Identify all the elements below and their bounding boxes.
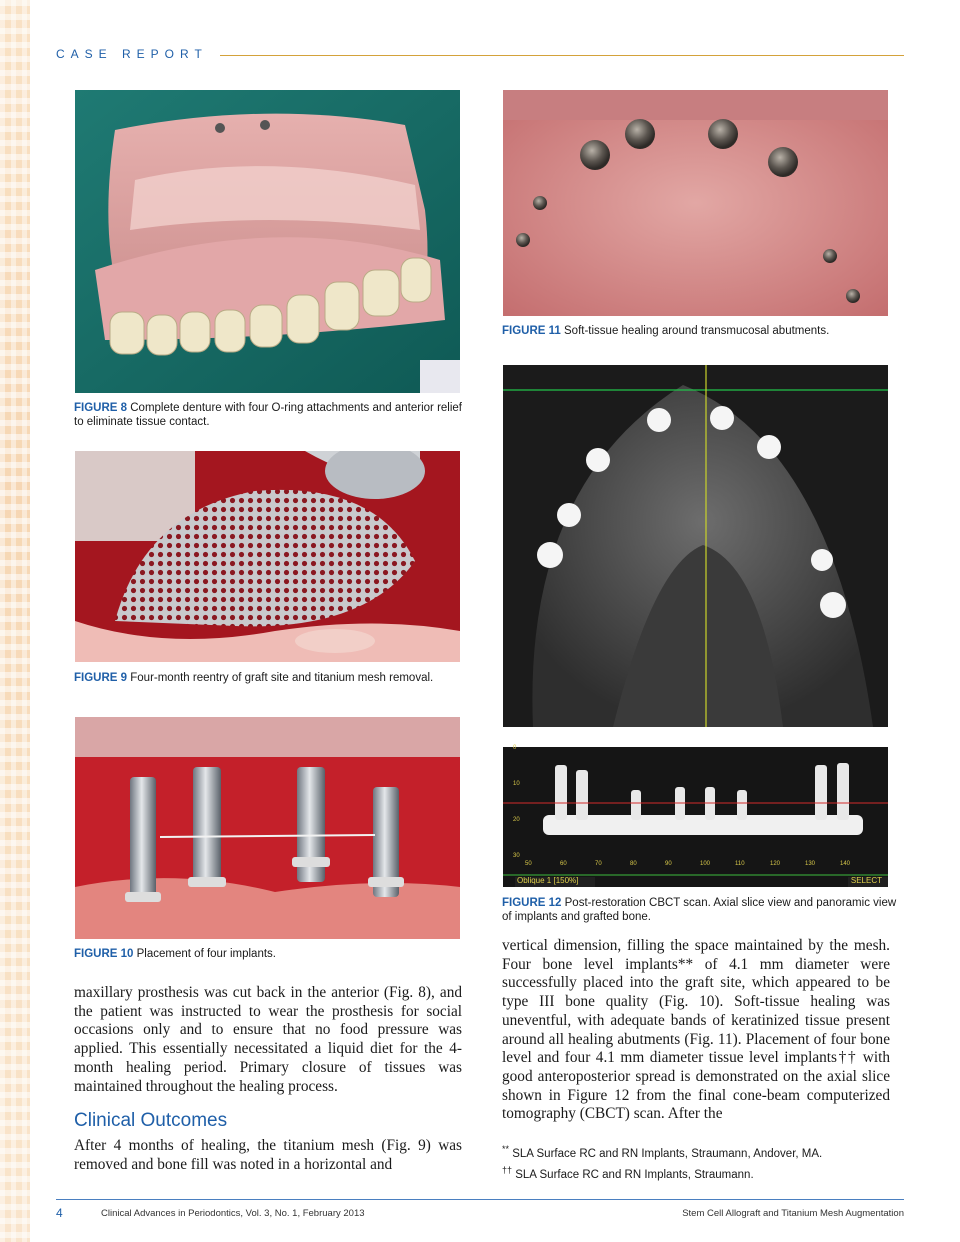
section-label: CASE REPORT	[56, 47, 208, 61]
figure-8-photo	[75, 90, 460, 393]
footnote-1-mark: **	[502, 1144, 510, 1154]
figure-11-caption-text: Soft-tissue healing around transmucosal abutments.	[564, 325, 830, 337]
cbct-y-tick: 20	[513, 817, 520, 823]
cbct-y-tick: 30	[513, 853, 520, 859]
cbct-x-tick: 50	[525, 861, 532, 867]
cbct-select-label: SELECT	[850, 876, 882, 885]
figure-11-photo	[503, 90, 888, 316]
cbct-x-tick: 140	[840, 861, 851, 867]
cbct-x-tick: 120	[770, 861, 781, 867]
running-title: Stem Cell Allograft and Titanium Mesh Augmentation	[682, 1208, 904, 1219]
figure-11-caption	[502, 324, 902, 338]
figure-12-caption	[502, 896, 902, 924]
figure-9-caption-text: Four-month reentry of graft site and titanium mesh removal.	[130, 672, 434, 684]
footnote-1	[502, 1141, 902, 1162]
header-rule	[220, 55, 904, 56]
figure-10-caption-text: Placement of four implants.	[136, 948, 276, 960]
cbct-x-tick: 80	[630, 861, 637, 867]
footnote-1-text: SLA Surface RC and RN Implants, Straumann, Andover, MA.	[512, 1147, 823, 1160]
cbct-y-tick: 0	[513, 745, 517, 751]
figure-12-label: FIGURE 12	[502, 897, 562, 909]
footer-rule	[56, 1199, 904, 1200]
cbct-view-label: Oblique 1 [150%]	[517, 876, 579, 885]
footnotes	[502, 1141, 902, 1183]
section-heading-clinical-outcomes: Clinical Outcomes	[74, 1110, 228, 1131]
cbct-x-tick: 70	[595, 861, 602, 867]
figure-8-caption-text: Complete denture with four O-ring attachments and anterior relief to eliminate tissue contact.	[74, 402, 462, 428]
figure-9-label: FIGURE 9	[74, 672, 128, 684]
figure-10-label: FIGURE 10	[74, 948, 134, 960]
figure-8-caption	[74, 401, 462, 429]
cbct-x-tick: 130	[805, 861, 816, 867]
cbct-x-tick: 90	[665, 861, 672, 867]
body-paragraph-left-2: After 4 months of healing, the titanium mesh (Fig. 9) was removed and bone fill was noted in a horizontal and	[74, 1137, 462, 1173]
figure-10-photo	[75, 717, 460, 939]
cbct-x-tick: 60	[560, 861, 567, 867]
figure-9-photo	[75, 451, 460, 662]
figure-9-caption	[74, 671, 462, 685]
journal-citation: Clinical Advances in Periodontics, Vol. 3, No. 1, February 2013	[101, 1208, 365, 1219]
figure-8-label: FIGURE 8	[74, 402, 128, 414]
figure-12-caption-text: Post-restoration CBCT scan. Axial slice view and panoramic view of implants and grafted bone.	[502, 897, 897, 923]
footnote-2	[502, 1162, 902, 1183]
footnote-2-mark: ††	[502, 1164, 513, 1175]
cbct-y-tick: 10	[513, 781, 520, 787]
page-number: 4	[56, 1206, 63, 1220]
figure-11-label: FIGURE 11	[502, 325, 561, 337]
figure-10-caption	[74, 947, 462, 961]
body-paragraph-right: vertical dimension, filling the space maintained by the mesh. Four bone level implants** of 4.1 mm diameter were successfully placed into the graft site, which appeared to be type III bone quality (Fig. 10). Soft-tissue healing was uneventful, with adequate bands of keratinized tissue present around all healing abutments (Fig. 11). Placement of four bone level and four 4.1 mm diameter tissue level implants†† with good anteroposterior spread is demonstrated on the axial slice shown in Figure 12 from the final cone-beam computerized tomography (CBCT) scan. After the	[502, 937, 890, 1123]
footnote-2-text: SLA Surface RC and RN Implants, Straumann.	[515, 1168, 754, 1181]
decorative-edge-strip	[0, 0, 30, 1242]
body-paragraph-left-1: maxillary prosthesis was cut back in the anterior (Fig. 8), and the patient was instructed to wear the prosthesis for social occasions only and to ensure that no food pressure was applied. This essentially necessitated a liquid diet for the 4-month healing period. Primary closure of tissues was maintained throughout the healing process.	[74, 984, 462, 1095]
cbct-x-tick: 110	[735, 861, 745, 867]
figure-12-cbct	[503, 365, 888, 887]
cbct-x-tick: 100	[700, 861, 711, 867]
